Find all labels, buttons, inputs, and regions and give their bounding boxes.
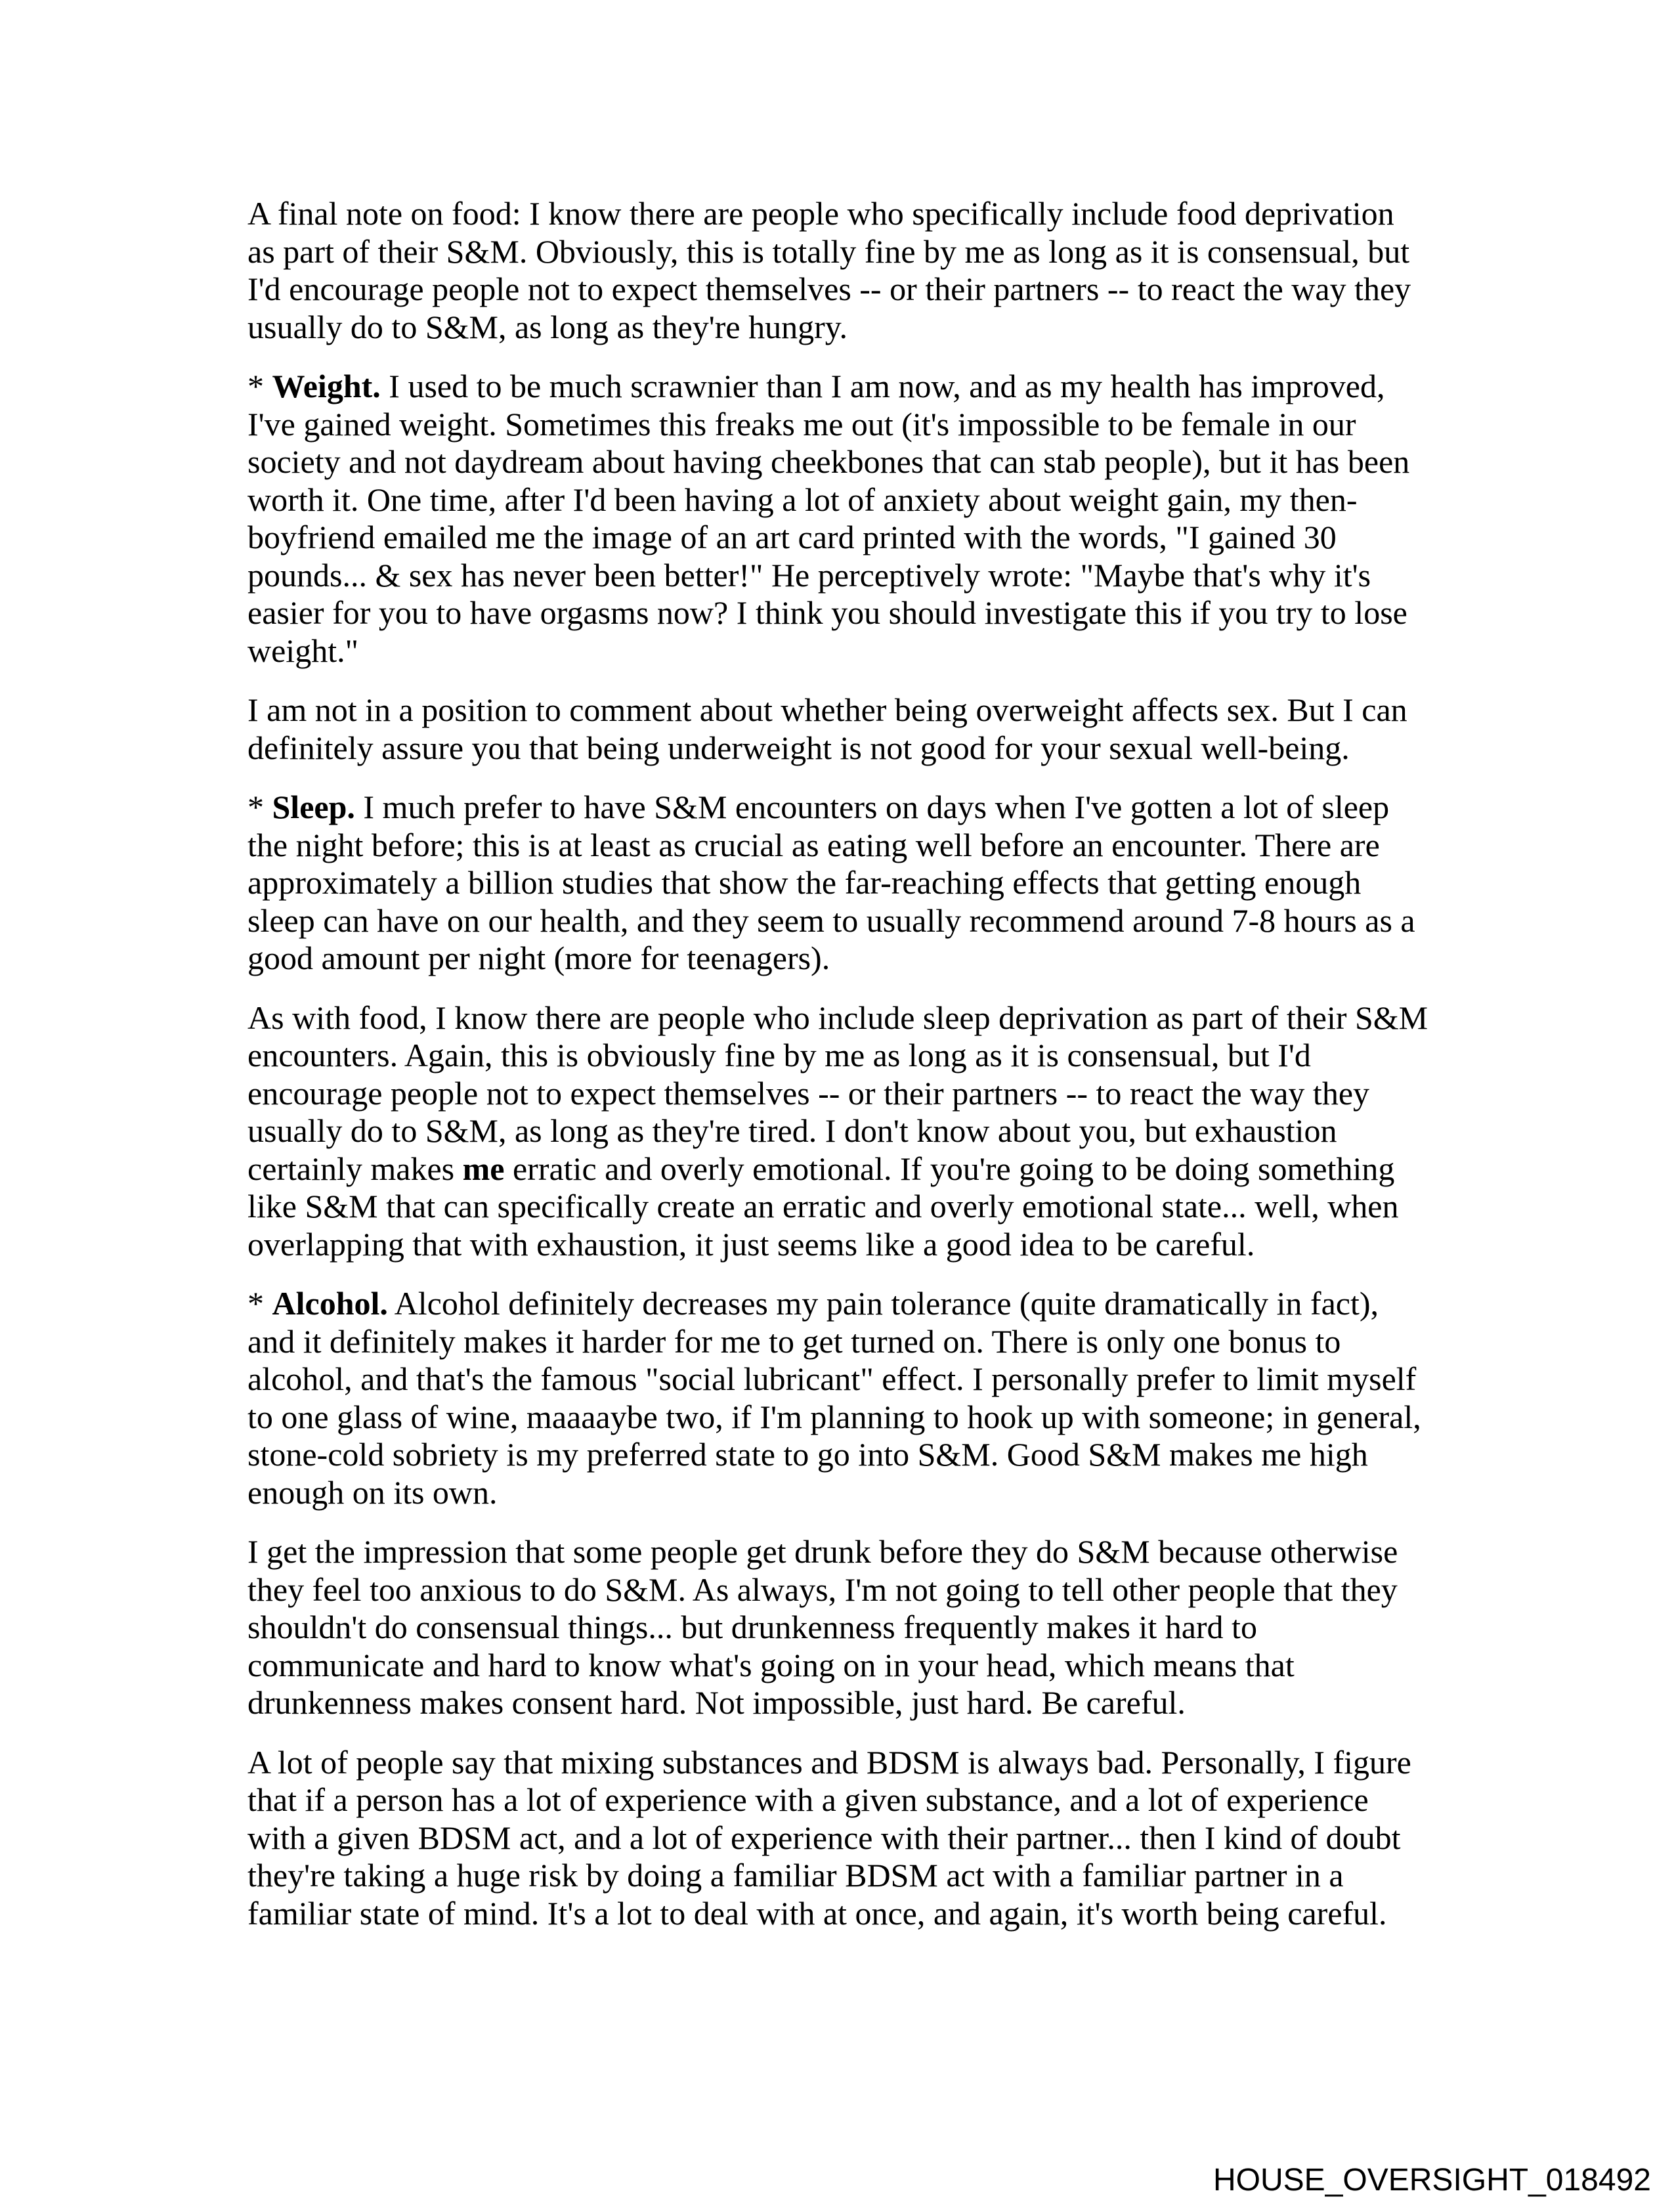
- paragraph: * Sleep. I much prefer to have S&M encounters on days when I've gotten a lot of sleep the night before; this is at least as crucial as eating well before an encounter. There are approximately a billion studies that show the far-reaching effects that getting enough sleep can have on our health, and they seem to usually recommend around 7-8 hours as a good amount per night (more for teenagers).: [247, 789, 1415, 976]
- bold-text: Sleep.: [272, 789, 355, 825]
- paragraph: A lot of people say that mixing substances and BDSM is always bad. Personally, I figure that if a person has a lot of experience with a given substance, and a lot of experience with a given BDSM act, and a lot of experience with their partner... then I kind of doubt they're taking a huge risk by doing a familiar BDSM act with a familiar partner in a familiar state of mind. It's a lot to deal with at once, and again, it's worth being careful.: [247, 1743, 1411, 1932]
- bates-stamp: HOUSE_OVERSIGHT_018492: [1213, 2163, 1651, 2198]
- paragraph: * Alcohol. Alcohol definitely decreases my pain tolerance (quite dramatically in fact), and it definitely makes it harder for me to get turned on. There is only one bonus to alcohol, and that's the famous "social lubricant" effect. I personally prefer to limit myself to one glass of wine, maaaaybe two, if I'm planning to hook up with someone; in general, stone-cold sobriety is my preferred state to go into S&M. Good S&M makes me high enough on its own.: [247, 1285, 1421, 1511]
- document-text: [247, 195, 1495, 1954]
- bold-text: me: [462, 1150, 505, 1187]
- bold-text: Weight.: [272, 368, 381, 404]
- paragraph: I am not in a position to comment about whether being overweight affects sex. But I can definitely assure you that being underweight is not good for your sexual well-being.: [247, 691, 1407, 766]
- paragraph: A final note on food: I know there are people who specifically include food deprivation as part of their S&M. Obviously, this is totally fine by me as long as it is consensual, but I'd encourage people not to expect themselves -- or their partners -- to react the way they usually do to S&M, as long as they're hungry.: [247, 195, 1411, 345]
- paragraph: * Weight. I used to be much scrawnier than I am now, and as my health has improved, I've gained weight. Sometimes this freaks me out (it's impossible to be female in our society and not daydream about having cheekbones that can stab people), but it has been worth it. One time, after I'd been having a lot of anxiety about weight gain, my then- boyfriend emailed me the image of an art card printed with the words, "I gained 30 pounds... & sex has never been better!" He perceptively wrote: "Maybe that's why it's easier for you to have orgasms now? I think you should investigate this if you try to lose weight.": [247, 368, 1410, 669]
- paragraph: I get the impression that some people get drunk before they do S&M because otherwise they feel too anxious to do S&M. As always, I'm not going to tell other people that they shouldn't do consensual things... but drunkenness frequently makes it hard to communicate and hard to know what's going on in your head, which means that drunkenness makes consent hard. Not impossible, just hard. Be careful.: [247, 1533, 1398, 1721]
- bold-text: Alcohol.: [272, 1285, 388, 1322]
- paragraph: As with food, I know there are people who include sleep deprivation as part of their S&M encounters. Again, this is obviously fine by me as long as it is consensual, but I'd encourage people not to expect themselves -- or their partners -- to react the way they usually do to S&M, as long as they're tired. I don't know about you, but exhaustion certainly makes me erratic and overly emotional. If you're going to be doing something like S&M that can specifically create an erratic and overly emotional state... well, when overlapping that with exhaustion, it just seems like a good idea to be careful.: [247, 999, 1428, 1263]
